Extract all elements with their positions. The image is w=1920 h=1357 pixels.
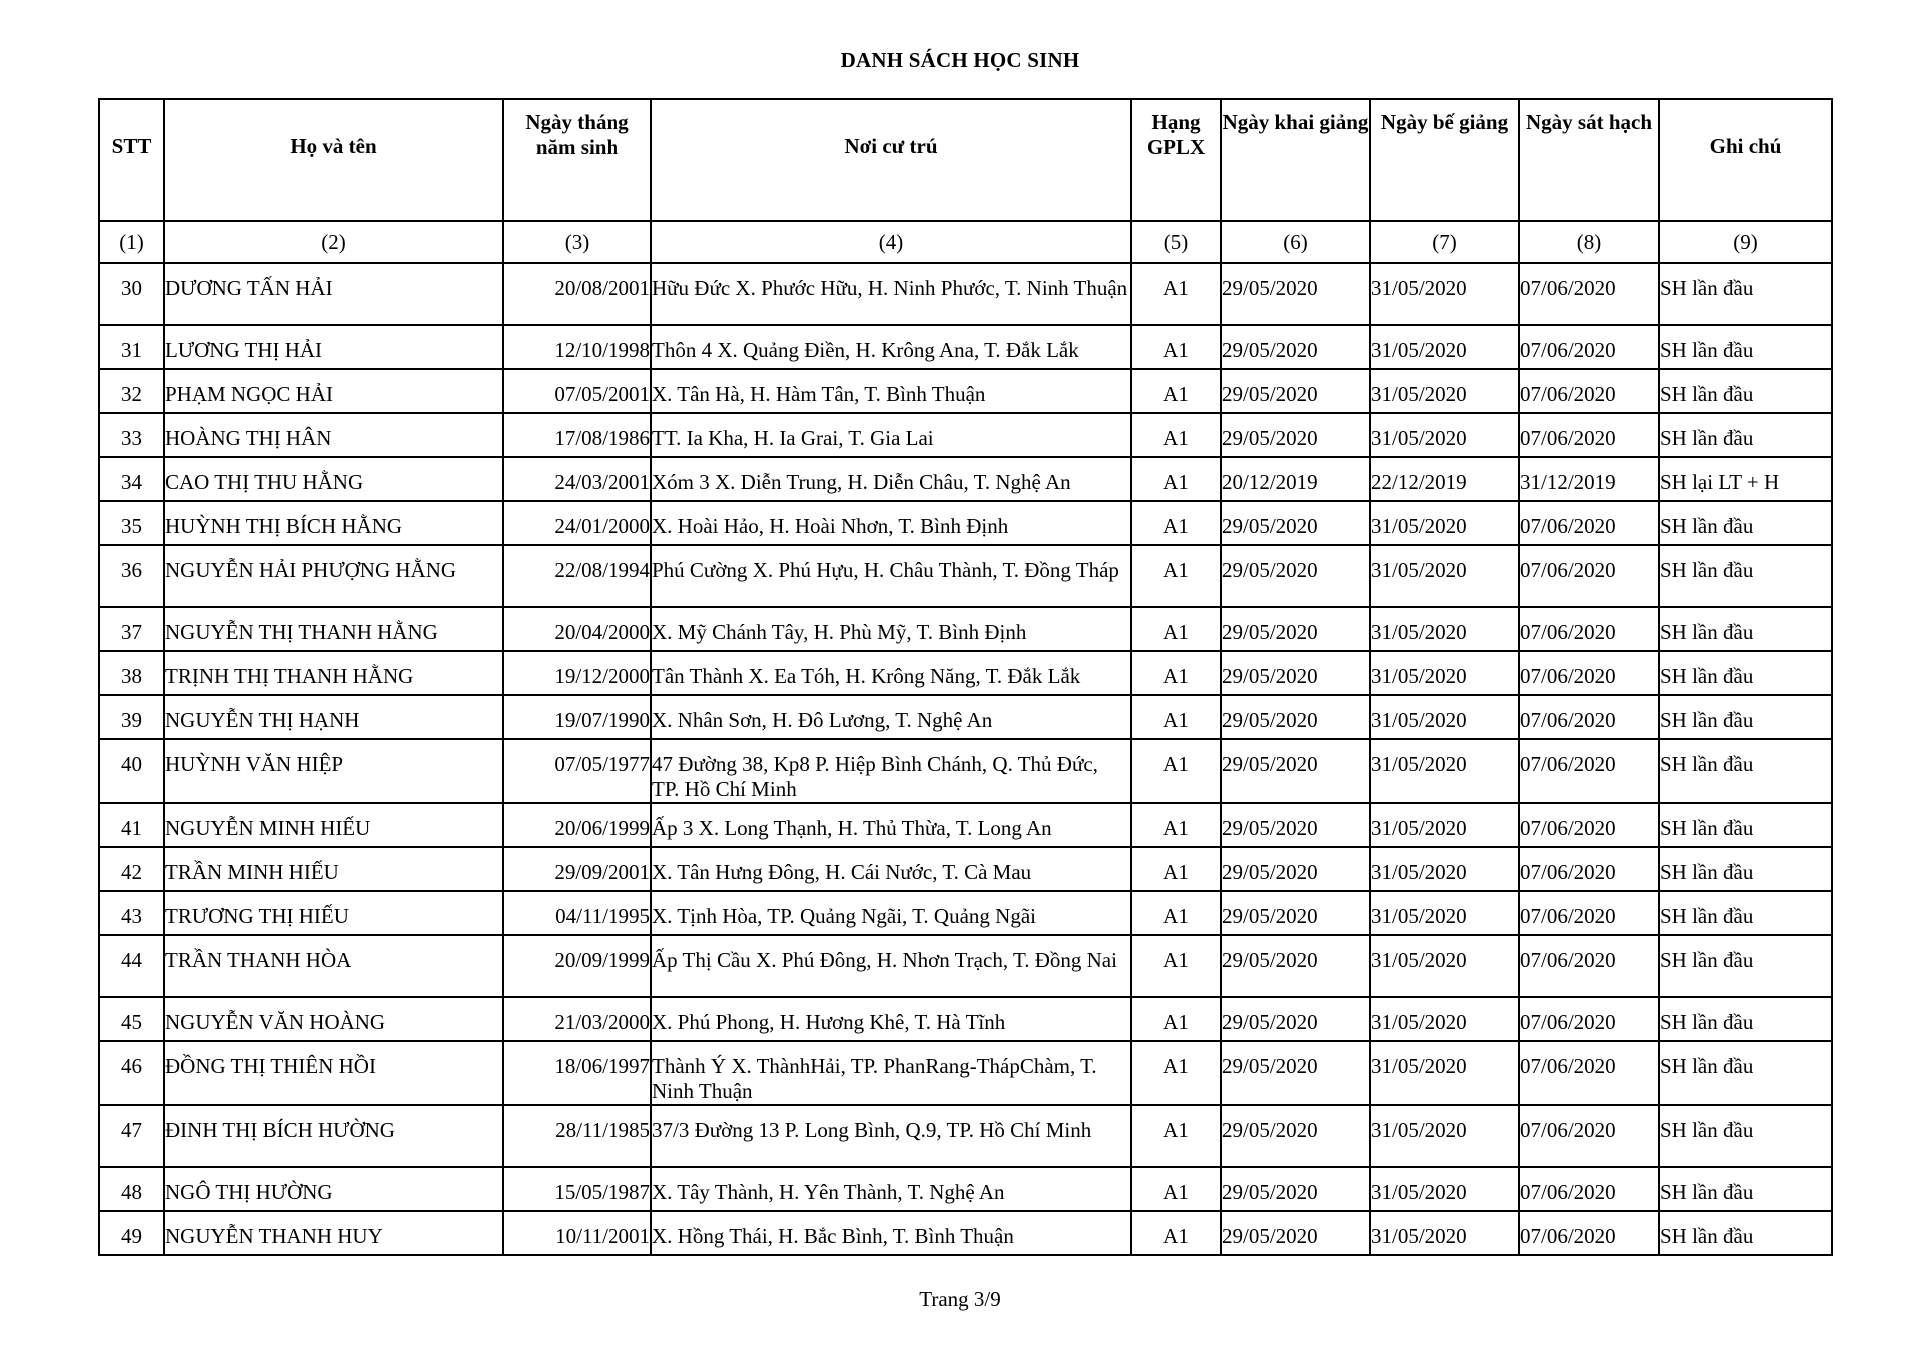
cell-note: SH lại LT + H bbox=[1659, 457, 1832, 501]
cell-address: Phú Cường X. Phú Hựu, H. Châu Thành, T. Đồng Tháp bbox=[651, 545, 1131, 607]
cell-address: 37/3 Đường 13 P. Long Bình, Q.9, TP. Hồ Chí Minh bbox=[651, 1105, 1131, 1167]
cell-dob: 28/11/1985 bbox=[503, 1105, 651, 1167]
cell-address: X. Nhân Sơn, H. Đô Lương, T. Nghệ An bbox=[651, 695, 1131, 739]
cell-start-date: 29/05/2020 bbox=[1221, 803, 1370, 847]
cell-exam-date: 07/06/2020 bbox=[1519, 263, 1659, 325]
cell-stt: 39 bbox=[99, 695, 164, 739]
table-row bbox=[99, 891, 1832, 935]
cell-exam-date: 07/06/2020 bbox=[1519, 739, 1659, 803]
header-license-class: Hạng GPLX bbox=[1131, 99, 1221, 221]
cell-stt: 47 bbox=[99, 1105, 164, 1167]
cell-start-date: 29/05/2020 bbox=[1221, 545, 1370, 607]
cell-stt: 35 bbox=[99, 501, 164, 545]
cell-license-class: A1 bbox=[1131, 501, 1221, 545]
cell-name: PHẠM NGỌC HẢI bbox=[164, 369, 503, 413]
cell-address: Ấp 3 X. Long Thạnh, H. Thủ Thừa, T. Long An bbox=[651, 803, 1131, 847]
cell-name: TRỊNH THỊ THANH HẰNG bbox=[164, 651, 503, 695]
cell-dob: 29/09/2001 bbox=[503, 847, 651, 891]
cell-start-date: 29/05/2020 bbox=[1221, 325, 1370, 369]
cell-end-date: 31/05/2020 bbox=[1370, 997, 1519, 1041]
cell-end-date: 31/05/2020 bbox=[1370, 847, 1519, 891]
table-row bbox=[99, 651, 1832, 695]
cell-license-class: A1 bbox=[1131, 803, 1221, 847]
cell-stt: 46 bbox=[99, 1041, 164, 1105]
column-number: (5) bbox=[1131, 221, 1221, 263]
cell-dob: 24/03/2001 bbox=[503, 457, 651, 501]
cell-exam-date: 07/06/2020 bbox=[1519, 369, 1659, 413]
cell-end-date: 31/05/2020 bbox=[1370, 695, 1519, 739]
cell-end-date: 31/05/2020 bbox=[1370, 545, 1519, 607]
cell-dob: 15/05/1987 bbox=[503, 1167, 651, 1211]
cell-exam-date: 07/06/2020 bbox=[1519, 847, 1659, 891]
cell-license-class: A1 bbox=[1131, 1105, 1221, 1167]
cell-stt: 33 bbox=[99, 413, 164, 457]
cell-note: SH lần đầu bbox=[1659, 369, 1832, 413]
cell-note: SH lần đầu bbox=[1659, 651, 1832, 695]
table-row bbox=[99, 1105, 1832, 1167]
cell-end-date: 31/05/2020 bbox=[1370, 1167, 1519, 1211]
cell-license-class: A1 bbox=[1131, 1167, 1221, 1211]
header-address: Nơi cư trú bbox=[651, 99, 1131, 221]
cell-start-date: 29/05/2020 bbox=[1221, 1167, 1370, 1211]
cell-stt: 31 bbox=[99, 325, 164, 369]
cell-address: Thành Ý X. ThànhHải, TP. PhanRang-ThápChàm, T. Ninh Thuận bbox=[651, 1041, 1131, 1105]
cell-license-class: A1 bbox=[1131, 935, 1221, 997]
cell-name: HUỲNH THỊ BÍCH HẰNG bbox=[164, 501, 503, 545]
cell-end-date: 31/05/2020 bbox=[1370, 263, 1519, 325]
column-number: (4) bbox=[651, 221, 1131, 263]
header-row bbox=[99, 99, 1832, 221]
cell-dob: 20/06/1999 bbox=[503, 803, 651, 847]
cell-dob: 19/07/1990 bbox=[503, 695, 651, 739]
cell-end-date: 31/05/2020 bbox=[1370, 325, 1519, 369]
table-row bbox=[99, 369, 1832, 413]
header-name: Họ và tên bbox=[164, 99, 503, 221]
cell-license-class: A1 bbox=[1131, 1211, 1221, 1255]
cell-dob: 04/11/1995 bbox=[503, 891, 651, 935]
cell-license-class: A1 bbox=[1131, 891, 1221, 935]
cell-name: NGÔ THỊ HƯỜNG bbox=[164, 1167, 503, 1211]
table-row bbox=[99, 263, 1832, 325]
cell-exam-date: 07/06/2020 bbox=[1519, 1167, 1659, 1211]
cell-name: TRƯƠNG THỊ HIẾU bbox=[164, 891, 503, 935]
cell-end-date: 31/05/2020 bbox=[1370, 803, 1519, 847]
cell-address: Hữu Đức X. Phước Hữu, H. Ninh Phước, T. Ninh Thuận bbox=[651, 263, 1131, 325]
cell-note: SH lần đầu bbox=[1659, 263, 1832, 325]
table-row bbox=[99, 739, 1832, 803]
cell-name: NGUYỄN VĂN HOÀNG bbox=[164, 997, 503, 1041]
cell-address: X. Tân Hưng Đông, H. Cái Nước, T. Cà Mau bbox=[651, 847, 1131, 891]
column-number: (1) bbox=[99, 221, 164, 263]
cell-address: Ấp Thị Cầu X. Phú Đông, H. Nhơn Trạch, T. Đồng Nai bbox=[651, 935, 1131, 997]
cell-exam-date: 07/06/2020 bbox=[1519, 891, 1659, 935]
table-row bbox=[99, 1167, 1832, 1211]
cell-dob: 20/09/1999 bbox=[503, 935, 651, 997]
column-number: (6) bbox=[1221, 221, 1370, 263]
cell-note: SH lần đầu bbox=[1659, 739, 1832, 803]
cell-exam-date: 07/06/2020 bbox=[1519, 651, 1659, 695]
cell-stt: 36 bbox=[99, 545, 164, 607]
cell-note: SH lần đầu bbox=[1659, 1041, 1832, 1105]
header-note: Ghi chú bbox=[1659, 99, 1832, 221]
cell-address: 47 Đường 38, Kp8 P. Hiệp Bình Chánh, Q. Thủ Đức, TP. Hồ Chí Minh bbox=[651, 739, 1131, 803]
cell-start-date: 29/05/2020 bbox=[1221, 935, 1370, 997]
cell-name: CAO THỊ THU HẰNG bbox=[164, 457, 503, 501]
cell-license-class: A1 bbox=[1131, 545, 1221, 607]
cell-start-date: 29/05/2020 bbox=[1221, 1105, 1370, 1167]
cell-license-class: A1 bbox=[1131, 607, 1221, 651]
cell-license-class: A1 bbox=[1131, 847, 1221, 891]
cell-stt: 48 bbox=[99, 1167, 164, 1211]
cell-end-date: 31/05/2020 bbox=[1370, 935, 1519, 997]
cell-exam-date: 07/06/2020 bbox=[1519, 1041, 1659, 1105]
table-row bbox=[99, 997, 1832, 1041]
cell-name: HUỲNH VĂN HIỆP bbox=[164, 739, 503, 803]
column-number-row bbox=[99, 221, 1832, 263]
page-number: Trang 3/9 bbox=[919, 1287, 1001, 1311]
cell-name: NGUYỄN HẢI PHƯỢNG HẰNG bbox=[164, 545, 503, 607]
cell-dob: 07/05/2001 bbox=[503, 369, 651, 413]
cell-end-date: 31/05/2020 bbox=[1370, 739, 1519, 803]
cell-exam-date: 07/06/2020 bbox=[1519, 1211, 1659, 1255]
cell-name: HOÀNG THỊ HÂN bbox=[164, 413, 503, 457]
cell-start-date: 29/05/2020 bbox=[1221, 413, 1370, 457]
table-row bbox=[99, 501, 1832, 545]
cell-exam-date: 07/06/2020 bbox=[1519, 997, 1659, 1041]
cell-license-class: A1 bbox=[1131, 1041, 1221, 1105]
cell-note: SH lần đầu bbox=[1659, 607, 1832, 651]
cell-license-class: A1 bbox=[1131, 325, 1221, 369]
cell-exam-date: 07/06/2020 bbox=[1519, 695, 1659, 739]
table-row bbox=[99, 545, 1832, 607]
cell-stt: 44 bbox=[99, 935, 164, 997]
cell-note: SH lần đầu bbox=[1659, 1167, 1832, 1211]
cell-note: SH lần đầu bbox=[1659, 997, 1832, 1041]
cell-note: SH lần đầu bbox=[1659, 1105, 1832, 1167]
student-table bbox=[98, 98, 1833, 1256]
cell-end-date: 31/05/2020 bbox=[1370, 1041, 1519, 1105]
cell-license-class: A1 bbox=[1131, 739, 1221, 803]
cell-start-date: 29/05/2020 bbox=[1221, 1211, 1370, 1255]
cell-stt: 30 bbox=[99, 263, 164, 325]
cell-start-date: 29/05/2020 bbox=[1221, 501, 1370, 545]
cell-start-date: 29/05/2020 bbox=[1221, 607, 1370, 651]
cell-exam-date: 07/06/2020 bbox=[1519, 607, 1659, 651]
cell-note: SH lần đầu bbox=[1659, 545, 1832, 607]
cell-start-date: 20/12/2019 bbox=[1221, 457, 1370, 501]
cell-stt: 38 bbox=[99, 651, 164, 695]
page-title: DANH SÁCH HỌC SINH bbox=[840, 48, 1080, 72]
cell-note: SH lần đầu bbox=[1659, 891, 1832, 935]
cell-exam-date: 07/06/2020 bbox=[1519, 325, 1659, 369]
cell-exam-date: 07/06/2020 bbox=[1519, 413, 1659, 457]
cell-start-date: 29/05/2020 bbox=[1221, 891, 1370, 935]
cell-start-date: 29/05/2020 bbox=[1221, 847, 1370, 891]
cell-start-date: 29/05/2020 bbox=[1221, 739, 1370, 803]
cell-note: SH lần đầu bbox=[1659, 325, 1832, 369]
cell-end-date: 31/05/2020 bbox=[1370, 369, 1519, 413]
cell-license-class: A1 bbox=[1131, 457, 1221, 501]
cell-exam-date: 07/06/2020 bbox=[1519, 1105, 1659, 1167]
table-row bbox=[99, 607, 1832, 651]
cell-dob: 22/08/1994 bbox=[503, 545, 651, 607]
table-row bbox=[99, 847, 1832, 891]
cell-address: X. Hồng Thái, H. Bắc Bình, T. Bình Thuận bbox=[651, 1211, 1131, 1255]
cell-address: TT. Ia Kha, H. Ia Grai, T. Gia Lai bbox=[651, 413, 1131, 457]
cell-license-class: A1 bbox=[1131, 263, 1221, 325]
table-row bbox=[99, 1211, 1832, 1255]
table-row bbox=[99, 1041, 1832, 1105]
cell-address: Tân Thành X. Ea Tóh, H. Krông Năng, T. Đắk Lắk bbox=[651, 651, 1131, 695]
cell-license-class: A1 bbox=[1131, 695, 1221, 739]
cell-start-date: 29/05/2020 bbox=[1221, 1041, 1370, 1105]
cell-stt: 41 bbox=[99, 803, 164, 847]
cell-note: SH lần đầu bbox=[1659, 413, 1832, 457]
cell-dob: 21/03/2000 bbox=[503, 997, 651, 1041]
cell-dob: 17/08/1986 bbox=[503, 413, 651, 457]
cell-name: ĐỒNG THỊ THIÊN HỒI bbox=[164, 1041, 503, 1105]
header-start-date: Ngày khai giảng bbox=[1221, 99, 1370, 221]
column-number: (2) bbox=[164, 221, 503, 263]
cell-name: TRẦN MINH HIẾU bbox=[164, 847, 503, 891]
cell-stt: 34 bbox=[99, 457, 164, 501]
cell-start-date: 29/05/2020 bbox=[1221, 651, 1370, 695]
cell-license-class: A1 bbox=[1131, 651, 1221, 695]
cell-stt: 32 bbox=[99, 369, 164, 413]
cell-note: SH lần đầu bbox=[1659, 803, 1832, 847]
cell-name: NGUYỄN THỊ HẠNH bbox=[164, 695, 503, 739]
table-body bbox=[99, 263, 1832, 1255]
cell-dob: 20/04/2000 bbox=[503, 607, 651, 651]
cell-name: NGUYỄN MINH HIẾU bbox=[164, 803, 503, 847]
cell-address: X. Hoài Hảo, H. Hoài Nhơn, T. Bình Định bbox=[651, 501, 1131, 545]
cell-address: X. Phú Phong, H. Hương Khê, T. Hà Tĩnh bbox=[651, 997, 1131, 1041]
cell-end-date: 31/05/2020 bbox=[1370, 1105, 1519, 1167]
cell-dob: 12/10/1998 bbox=[503, 325, 651, 369]
header-stt: STT bbox=[99, 99, 164, 221]
table-row bbox=[99, 325, 1832, 369]
cell-end-date: 31/05/2020 bbox=[1370, 1211, 1519, 1255]
cell-license-class: A1 bbox=[1131, 413, 1221, 457]
cell-note: SH lần đầu bbox=[1659, 935, 1832, 997]
cell-dob: 19/12/2000 bbox=[503, 651, 651, 695]
header-dob: Ngày tháng năm sinh bbox=[503, 99, 651, 221]
cell-name: DƯƠNG TẤN HẢI bbox=[164, 263, 503, 325]
column-number: (3) bbox=[503, 221, 651, 263]
table-row bbox=[99, 935, 1832, 997]
header-exam-date: Ngày sát hạch bbox=[1519, 99, 1659, 221]
cell-name: TRẦN THANH HÒA bbox=[164, 935, 503, 997]
cell-exam-date: 07/06/2020 bbox=[1519, 501, 1659, 545]
cell-exam-date: 07/06/2020 bbox=[1519, 545, 1659, 607]
cell-address: X. Mỹ Chánh Tây, H. Phù Mỹ, T. Bình Định bbox=[651, 607, 1131, 651]
cell-end-date: 31/05/2020 bbox=[1370, 651, 1519, 695]
cell-start-date: 29/05/2020 bbox=[1221, 695, 1370, 739]
cell-exam-date: 07/06/2020 bbox=[1519, 803, 1659, 847]
cell-license-class: A1 bbox=[1131, 369, 1221, 413]
cell-end-date: 31/05/2020 bbox=[1370, 891, 1519, 935]
cell-note: SH lần đầu bbox=[1659, 847, 1832, 891]
cell-note: SH lần đầu bbox=[1659, 1211, 1832, 1255]
cell-exam-date: 31/12/2019 bbox=[1519, 457, 1659, 501]
cell-dob: 24/01/2000 bbox=[503, 501, 651, 545]
cell-name: LƯƠNG THỊ HẢI bbox=[164, 325, 503, 369]
cell-dob: 10/11/2001 bbox=[503, 1211, 651, 1255]
cell-stt: 42 bbox=[99, 847, 164, 891]
cell-name: NGUYỄN THỊ THANH HẰNG bbox=[164, 607, 503, 651]
cell-end-date: 31/05/2020 bbox=[1370, 501, 1519, 545]
header-end-date: Ngày bế giảng bbox=[1370, 99, 1519, 221]
column-number: (8) bbox=[1519, 221, 1659, 263]
cell-address: Xóm 3 X. Diễn Trung, H. Diễn Châu, T. Nghệ An bbox=[651, 457, 1131, 501]
cell-end-date: 31/05/2020 bbox=[1370, 413, 1519, 457]
cell-stt: 40 bbox=[99, 739, 164, 803]
table-row bbox=[99, 695, 1832, 739]
cell-exam-date: 07/06/2020 bbox=[1519, 935, 1659, 997]
cell-note: SH lần đầu bbox=[1659, 501, 1832, 545]
cell-address: X. Tây Thành, H. Yên Thành, T. Nghệ An bbox=[651, 1167, 1131, 1211]
cell-end-date: 31/05/2020 bbox=[1370, 607, 1519, 651]
cell-dob: 20/08/2001 bbox=[503, 263, 651, 325]
cell-note: SH lần đầu bbox=[1659, 695, 1832, 739]
cell-address: X. Tịnh Hòa, TP. Quảng Ngãi, T. Quảng Ngãi bbox=[651, 891, 1131, 935]
cell-stt: 37 bbox=[99, 607, 164, 651]
column-number: (7) bbox=[1370, 221, 1519, 263]
cell-name: NGUYỄN THANH HUY bbox=[164, 1211, 503, 1255]
cell-stt: 43 bbox=[99, 891, 164, 935]
cell-address: Thôn 4 X. Quảng Điền, H. Krông Ana, T. Đắk Lắk bbox=[651, 325, 1131, 369]
column-number: (9) bbox=[1659, 221, 1832, 263]
cell-dob: 18/06/1997 bbox=[503, 1041, 651, 1105]
cell-address: X. Tân Hà, H. Hàm Tân, T. Bình Thuận bbox=[651, 369, 1131, 413]
table-row bbox=[99, 803, 1832, 847]
cell-stt: 45 bbox=[99, 997, 164, 1041]
cell-stt: 49 bbox=[99, 1211, 164, 1255]
cell-start-date: 29/05/2020 bbox=[1221, 263, 1370, 325]
cell-name: ĐINH THỊ BÍCH HƯỜNG bbox=[164, 1105, 503, 1167]
cell-start-date: 29/05/2020 bbox=[1221, 997, 1370, 1041]
table-row bbox=[99, 457, 1832, 501]
table-row bbox=[99, 413, 1832, 457]
cell-dob: 07/05/1977 bbox=[503, 739, 651, 803]
cell-end-date: 22/12/2019 bbox=[1370, 457, 1519, 501]
cell-license-class: A1 bbox=[1131, 997, 1221, 1041]
cell-start-date: 29/05/2020 bbox=[1221, 369, 1370, 413]
